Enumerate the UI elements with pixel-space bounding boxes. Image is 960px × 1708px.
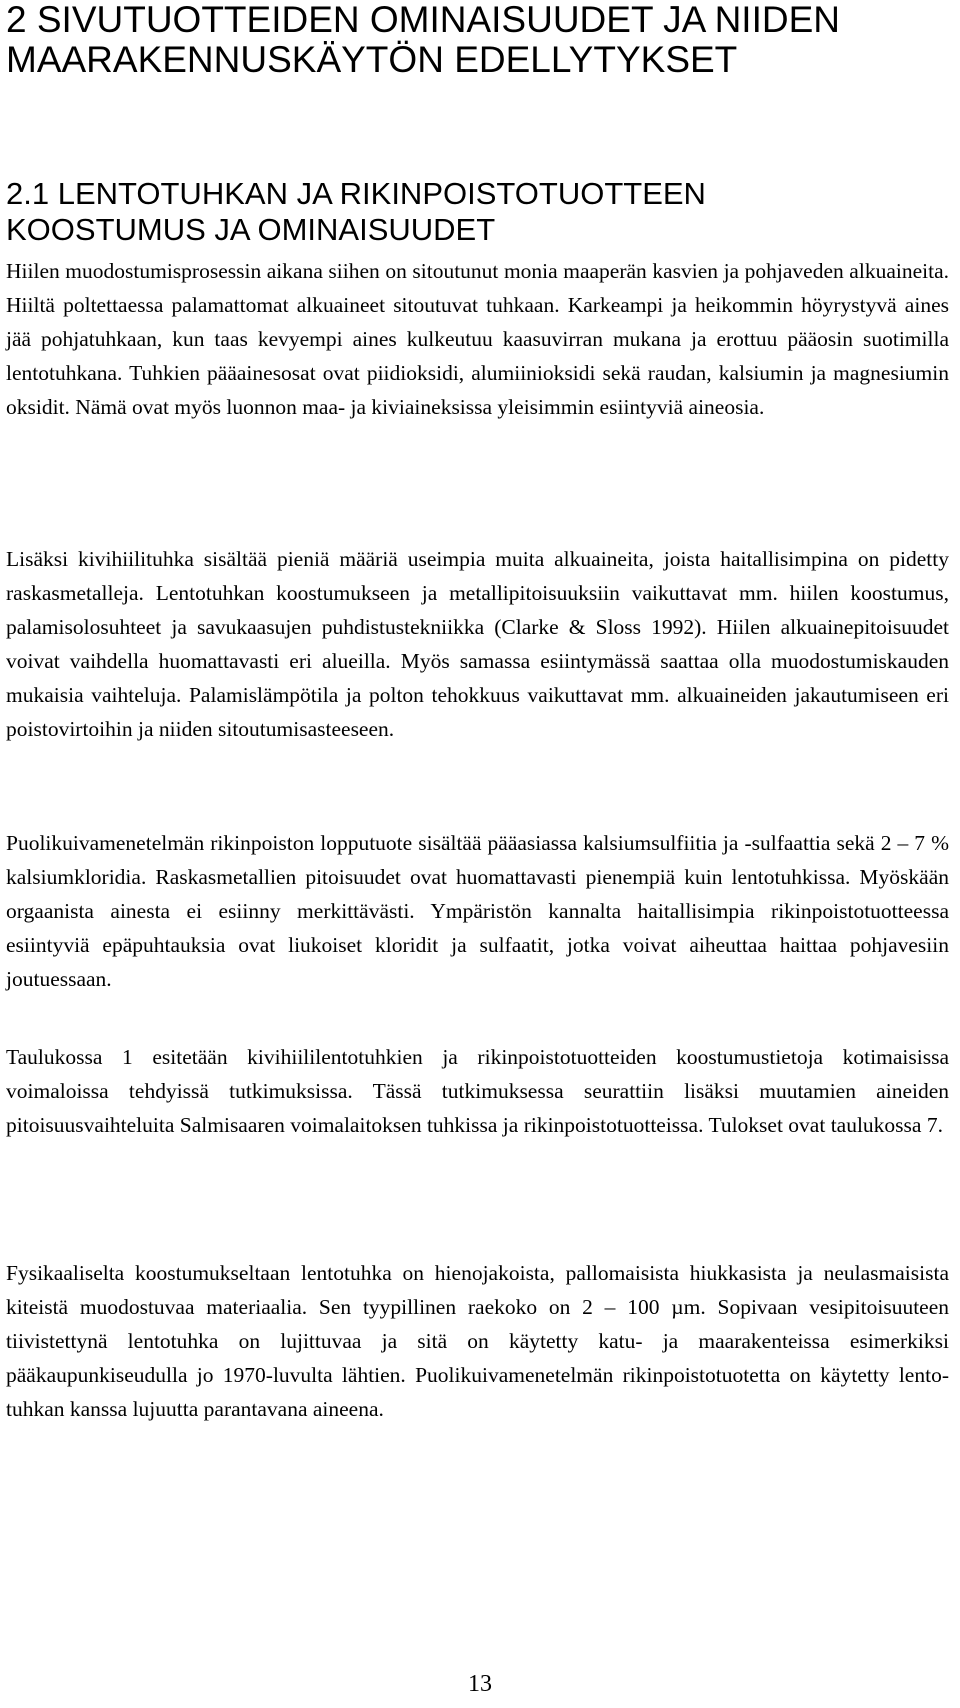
section-heading: 2.1 LENTOTUHKAN JA RIKINPOISTOTUOTTEEN KOOSTUMUS JA OMINAISUUDET (6, 176, 706, 247)
paragraph-5: Fysikaaliselta koostumukseltaan lentotuhka on hienojakoista, pallomaisista hiukkasista ja neulasmaisista kiteistä muodostuvaa materiaalia. Sen tyypillinen raekoko on 2 – 100 µm. Sopivaan vesipitoisuuteen tiivistettynä lentotuhka on lujittuvaa ja sitä on käytetty katu- ja maarakenteissa esimerkiksi pääkaupunkiseudulla jo 1970-luvulta lähtien. Puolikuivamenetelmän rikinpoistotuotetta on käytetty lentotuhkan kanssa lujuutta parantavana aineena. (6, 1261, 949, 1421)
paragraph-3: Puolikuivamenetelmän rikinpoiston lopputuote sisältää pääasiassa kalsiumsulfiitia ja -sulfaattia sekä 2 – 7 % kalsiumkloridia. Raskasmetallien pitoisuudet ovat huomattavasti pienempiä kuin lentotuhkissa. Myöskään orgaanista ainesta ei esiinny merkittävästi. Ympäristön kannalta haitallisimpia rikinpoistotuotteessa esiintyviä epäpuhtauksia ovat liukoiset kloridit ja sulfaatit, jotka voivat aiheuttaa haittaa pohjavesiin joutuessaan. (6, 831, 949, 991)
chapter-heading: 2 SIVUTUOTTEIDEN OMINAISUUDET JA NIIDEN MAARAKENNUSKÄYTÖN EDELLYTYKSET (6, 0, 840, 80)
paragraph-2: Lisäksi kivihiilituhka sisältää pieniä määriä useimpia muita alkuaineita, joista haitallisimpina on pidetty raskasmetalleja. Lentotuhkan koostumukseen ja metallipitoisuuksiin vaikuttavat mm. hiilen koostumus, palamisolosuhteet ja savukaasujen puhdistustekniikka (Clarke & Sloss 1992). Hiilen alkuainepitoisuudet voivat vaihdella huomattavasti eri alueilla. Myös samassa esiintymässä saattaa olla muodostumiskauden mukaisia vaihteluja. Palamislämpötila ja polton tehokkuus vaikuttavat mm. alkuaineiden jakautumiseen eri poistovirtoihin ja niiden sitoutumisasteeseen. (6, 547, 949, 741)
paragraph-1: Hiilen muodostumisprosessin aikana siihen on sitoutunut monia maaperän kasvien ja pohjaveden alkuaineita. Hiiltä poltettaessa palamattomat alkuaineet sitoutuvat tuhkaan. Karkeampi ja heikommin höyrystyvä aines jää pohjatuhkaan, kun taas kevyempi aines kulkeutuu kaasuvirran mukana ja erottuu pääosin suotimilla lentotuhkana. Tuhkien pääainesosat ovat piidioksidi, alumiinioksidi sekä raudan, kalsiumin ja magnesiumin oksidit. Nämä ovat myös luonnon maa- ja kiviaineksissa yleisimmin esiintyviä aineosia. (6, 259, 949, 419)
page-number: 13 (468, 1671, 492, 1697)
paragraph-4: Taulukossa 1 esitetään kivihiililentotuhkien ja rikinpoistotuotteiden koostumustietoja kotimaisissa voimaloissa tehdyissä tutkimuksissa. Tässä tutkimuksessa seurattiin lisäksi muutamien aineiden pitoisuusvaihteluita Salmisaaren voimalaitoksen tuhkissa ja rikinpoistotuotteissa. Tulokset ovat taulukossa 7. (6, 1045, 949, 1137)
